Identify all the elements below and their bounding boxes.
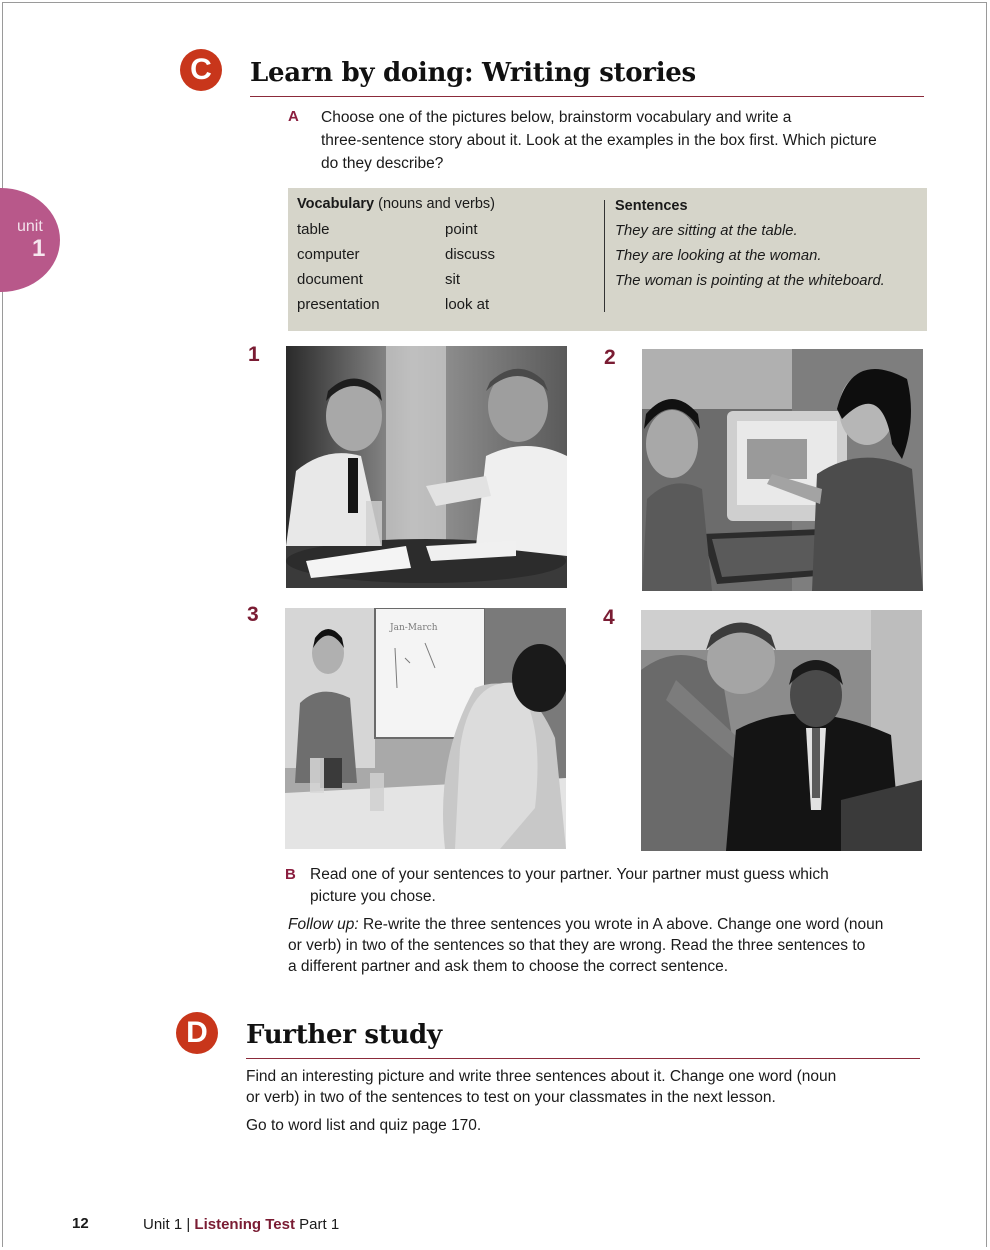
section-d-goto: Go to word list and quiz page 170. [246,1117,482,1134]
unit-tab-word: unit [17,218,43,235]
follow-up-text: Follow up: Re-write the three sentences you wrote in A above. Change one word (noun or verb) in two of the sentences so that they are wrong. Read the three sentences to a different partner and ask them to choose the correct sentence. [288,916,884,975]
picture-number-2: 2 [604,346,616,369]
photo-3-whiteboard-presentation [285,608,566,849]
vocab-noun: table [297,221,330,238]
task-a-line: Choose one of the pictures below, brainstorm vocabulary and write a [321,109,792,126]
photo-1-business-discussion [286,346,567,588]
section-c-rule [250,96,924,97]
example-sentence: They are sitting at the table. [615,223,798,239]
vocab-noun: computer [297,246,360,263]
vocabulary-divider [604,200,605,312]
vocab-verb: sit [445,271,460,288]
task-a-letter: A [288,108,299,125]
vocab-verb: discuss [445,246,496,263]
vocab-noun: document [297,271,363,288]
vocab-verb: look at [445,296,490,313]
task-a-line: three-sentence story about it. Look at the examples in the box first. Which picture [321,132,877,149]
section-d-line: or verb) in two of the sentences to test on your classmates in the next lesson. [246,1089,776,1106]
vocab-noun: presentation [297,296,380,313]
vocabulary-box [288,188,927,331]
follow-up-label: Follow up: [288,916,359,933]
vocab-verb: point [445,221,478,238]
footer-label: Unit 1 | Listening Test Part 1 [143,1216,340,1233]
example-sentence: They are looking at the woman. [615,248,822,264]
picture-number-1: 1 [248,343,260,366]
example-sentence: The woman is pointing at the whiteboard. [615,273,885,289]
unit-tab-number: 1 [32,235,46,262]
section-d-badge: D [176,1012,218,1054]
section-c-badge: C [180,49,222,91]
section-d-line: Find an interesting picture and write three sentences about it. Change one word (noun [246,1068,837,1085]
photo-2-computer-pointing [642,349,923,591]
whiteboard-text: Jan-March [390,623,438,633]
task-a-text [321,106,931,175]
vocabulary-heading: Vocabulary (nouns and verbs) [297,196,496,212]
task-b-line: picture you chose. [310,888,436,905]
task-b-line: Read one of your sentences to your partner. Your partner must guess which [310,866,829,883]
photo-4-men-at-desk [641,610,922,851]
task-a-line: do they describe? [321,155,444,172]
sentences-heading: Sentences [615,198,688,214]
picture-number-4: 4 [603,606,615,629]
section-d-text [246,1066,906,1108]
page-number: 12 [72,1215,89,1232]
section-c-title: Learn by doing: Writing stories [250,58,696,88]
section-d-rule [246,1058,920,1059]
task-b-text [310,864,930,908]
picture-number-3: 3 [247,603,259,626]
section-d-title: Further study [246,1020,442,1050]
task-b-letter: B [285,866,296,883]
